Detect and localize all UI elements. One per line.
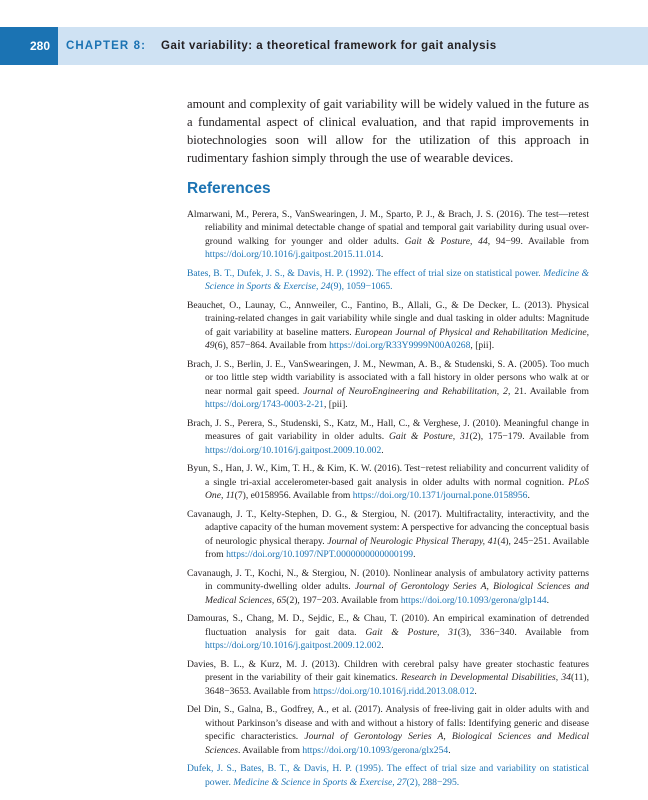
reference-item: Davies, B. L., & Kurz, M. J. (2013). Children with cerebral palsy have greater stochastic features present in the variability of their gait kinematics. Research in Developmental Disabilities, 34(11), 3648−3653. Available from https://doi.org/10.1016/j.ridd.2013.08.012. [187, 658, 589, 697]
doi-link[interactable]: https://doi.org/1743-0003-2-21 [205, 399, 324, 411]
reference-item: Brach, J. S., Perera, S., Studenski, S., Katz, M., Hall, C., & Verghese, J. (2010). Meaningful change in measures of gait variability in older adults. Gait & Posture, 31(2), 175−179. Available from https://doi.org/10.1016/j.gaitpost.2009.10.002. [187, 417, 590, 456]
running-header [0, 27, 648, 65]
reference-item: Damouras, S., Chang, M. D., Sejdic, E., & Chau, T. (2010). An empirical examination of detrended fluctuation analysis for gait data. Gait & Posture, 31(3), 336−340. Available from https://doi.org/10.1016/j.gaitpost.2009.12.002. [187, 613, 589, 652]
reference-list [187, 208, 589, 794]
reference-item: Byun, S., Han, J. W., Kim, T. H., & Kim, K. W. (2016). Test−retest reliability and concurrent validity of a single tri-axial accelerometer-based gait analysis in older adults with normal cognition. PLoS One, 11(7), e0158956. Available from https://doi.org/10.1371/journal.pone.0158956. [187, 463, 589, 502]
doi-link[interactable]: https://doi.org/10.1016/j.gaitpost.2009.12.002 [205, 640, 382, 652]
reference-item: Cavanaugh, J. T., Kelty-Stephen, D. G., & Stergiou, N. (2017). Multifractality, interactivity, and the adaptive capacity of the human movement system: A perspective for advancing the conceptual basis of neurologic physical therapy. Journal of Neurologic Physical Therapy, 41(4), 245−251. Available from https://doi.org/10.1097/NPT.0000000000000199. [187, 508, 589, 561]
doi-link[interactable]: https://doi.org/10.1097/NPT.0000000000000199 [226, 549, 414, 561]
body-paragraph: amount and complexity of gait variability will be widely valued in the future as a fundamental aspect of clinical evaluation, and that rapid improvements in biotechnologies soon will allow for the utilization of this approach in rudimentary fashion simply through the use of wearable devices. [187, 97, 589, 165]
reference-item: Almarwani, M., Perera, S., VanSwearingen, J. M., Sparto, P. J., & Brach, J. S. (2016). The test—retest reliability and minimal detectable change of spatial and temporal gait variability during usual over-ground walking for younger and older adults. Gait & Posture, 44, 94−99. Available from https://doi.org/10.1016/j.gaitpost.2015.11.014. [187, 209, 589, 261]
page-number: 280 [0, 27, 58, 65]
doi-link[interactable]: https://doi.org/10.1016/j.ridd.2013.08.012 [313, 685, 475, 697]
doi-link[interactable]: https://doi.org/10.1093/gerona/glx254 [302, 744, 449, 756]
chapter-title: Gait variability: a theoretical framework for gait analysis [161, 40, 497, 52]
references-heading: References [187, 180, 271, 197]
reference-item: Cavanaugh, J. T., Kochi, N., & Stergiou, N. (2010). Nonlinear analysis of ambulatory activity patterns in community-dwelling older adults. Journal of Gerontology Series A, Biological Sciences and Medical Sciences, 65(2), 197−203. Available from https://doi.org/10.1093/gerona/glp144. [187, 567, 589, 606]
doi-link[interactable]: https://doi.org/10.1016/j.gaitpost.2009.10.002 [205, 444, 382, 456]
doi-link[interactable]: https://doi.org/10.1093/gerona/glp144 [400, 594, 547, 606]
reference-item[interactable]: Dufek, J. S., Bates, B. T., & Davis, H. P. (1995). The effect of trial size and variability on statistical power. Medicine & Science in Sports & Exercise, 27(2), 288−295. [187, 763, 589, 788]
chapter-label: CHAPTER 8: [66, 40, 147, 52]
doi-link[interactable]: https://doi.org/10.1371/journal.pone.0158956 [352, 490, 528, 502]
reference-item: Del Din, S., Galna, B., Godfrey, A., et al. (2017). Analysis of free-living gait in older adults with and without Parkinson’s disease and with and without a history of falls: Identifying generic and disease specific characteristics. Journal of Gerontology Series A, Biological Sciences and Medical Sciences. Available from https://doi.org/10.1093/gerona/glx254. [187, 704, 590, 756]
reference-item: Beauchet, O., Launay, C., Annweiler, C., Fantino, B., Allali, G., & De Decker, L. (2013). Physical training-related changes in gait variability while single and dual tasking in older adults: Magnitude of gait variability at baseline matters. European Journal of Physical and Rehabilitation Medicine, 49(6), 857−864. Available from https://doi.org/R33Y9999N00A0268, [pii]. [187, 300, 589, 352]
reference-item[interactable]: Bates, B. T., Dufek, J. S., & Davis, H. P. (1992). The effect of trial size on statistical power. Medicine & Science in Sports & Exercise, 24(9), 1059−1065. [187, 267, 589, 293]
reference-item: Brach, J. S., Berlin, J. E., VanSwearingen, J. M., Newman, A. B., & Studenski, S. A. (2005). Too much or too little step width variability is associated with a fall history in older persons who walk at or near normal gait speed. Journal of NeuroEngineering and Rehabilitation, 2, 21. Available from https://doi.org/1743-0003-2-21, [pii]. [187, 358, 589, 411]
doi-link[interactable]: https://doi.org/10.1016/j.gaitpost.2015.11.014 [205, 249, 381, 261]
doi-link[interactable]: https://doi.org/R33Y9999N00A0268 [329, 340, 471, 352]
